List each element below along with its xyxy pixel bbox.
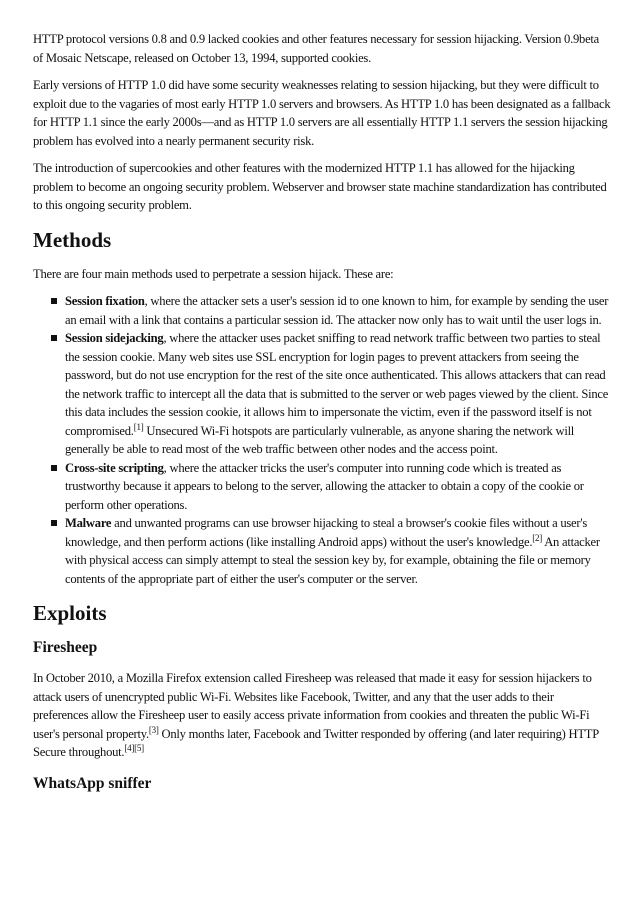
method-term[interactable]: Session fixation bbox=[65, 294, 145, 308]
intro-paragraph-3: The introduction of supercookies and other features with the modernized HTTP 1.1 has allowed for the hijacking problem to become an ongoing security problem. Webserver and browser state machine standardization has contributed to this ongoing security problem. bbox=[33, 161, 607, 212]
citation-ref[interactable]: [4] bbox=[124, 743, 135, 753]
method-description-tail: Unsecured Wi-Fi hotspots are particularly vulnerable, as anyone sharing the network will generally be able to read most of the web traffic between other nodes and the access point. bbox=[65, 423, 575, 456]
firesheep-text: In October 2010, a Mozilla Firefox extension called Firesheep was released that made it easy for session hijackers to attack users of unencrypted public Wi-Fi. Websites like Facebook, Twitter, and any that the user adds to their preferences allow the Firesheep user to easily access private information from cookies and threaten the public Wi-Fi user's personal property. bbox=[33, 671, 592, 741]
methods-intro: There are four main methods used to perpetrate a session hijack. These are: bbox=[33, 266, 394, 281]
method-term[interactable]: Cross-site scripting bbox=[65, 460, 164, 475]
method-term[interactable]: Malware bbox=[65, 516, 112, 530]
method-description-tail: An attacker with physical access can simply attempt to steal the session key by, for example, obtaining the file or memory contents of the appropriate part of either the user's computer or the server. bbox=[65, 534, 600, 586]
whatsapp-sniffer-heading: WhatsApp sniffer bbox=[33, 774, 152, 792]
method-description: and unwanted programs can use browser hijacking to steal a browser's cookie files without a user's knowledge, and then perform actions (like installing Android apps) without the user's knowledge. bbox=[65, 516, 587, 549]
list-item bbox=[65, 514, 611, 588]
list-item bbox=[65, 459, 611, 515]
firesheep-heading: Firesheep bbox=[33, 639, 98, 656]
list-item bbox=[65, 292, 611, 329]
citation-ref[interactable]: [3] bbox=[148, 724, 159, 735]
method-description: , where the attacker sets a user's session id to one known to him, for example by sending the user an email with a link that contains a particular session id. The attacker now only has to wait until the user logs in. bbox=[65, 294, 609, 327]
article-page bbox=[33, 30, 611, 805]
citation-ref[interactable]: [2] bbox=[532, 532, 542, 543]
citation-ref[interactable]: [1] bbox=[133, 421, 144, 432]
methods-heading: Methods bbox=[33, 227, 112, 252]
square-bullet-icon bbox=[51, 520, 57, 526]
firesheep-paragraph bbox=[33, 669, 611, 762]
square-bullet-icon bbox=[51, 465, 57, 471]
intro-paragraph-2: Early versions of HTTP 1.0 did have some security weaknesses relating to session hijacking, but they were difficult to exploit due to the vagaries of most early HTTP 1.0 servers and browsers. As HTTP 1.0 has been designated as a fallback for HTTP 1.1 since the early 2000s—and as HTTP 1.0 servers are all essentially HTTP 1.1 servers the session hijacking problem has evolved into a nearly permanent security risk. bbox=[33, 78, 611, 148]
list-item bbox=[65, 329, 611, 459]
firesheep-text-2: Only months later, Facebook and Twitter responded by offering (and later requiring) HTTP Secure throughout. bbox=[33, 726, 599, 759]
methods-list bbox=[33, 292, 611, 588]
square-bullet-icon bbox=[51, 335, 57, 341]
square-bullet-icon bbox=[51, 298, 57, 304]
method-description: , where the attacker uses packet sniffing to read network traffic between two parties to steal the session cookie. Many web sites use SSL encryption for login pages to prevent attackers from seeing the password, but do not use encryption for the rest of the site once authenticated. This allows attackers that can read the network traffic to intercept all the data that is submitted to the server or web pages viewed by the client. Since this data includes the session cookie, it allows him to impersonate the victim, even if the password itself is not compromised. bbox=[65, 331, 609, 438]
citation-ref[interactable]: [5] bbox=[134, 743, 144, 753]
intro-paragraph-1: HTTP protocol versions 0.8 and 0.9 lacked cookies and other features necessary for session hijacking. Version 0.9beta of Mosaic Netscape, released on October 13, 1994, supported cookies. bbox=[33, 32, 599, 65]
method-term[interactable]: Session sidejacking bbox=[65, 331, 164, 345]
method-description: , where the attacker tricks the user's computer into running code which is treated as trustworthy because it appears to belong to the server, allowing the attacker to obtain a copy of the cookie or perform other operations. bbox=[65, 460, 584, 512]
exploits-heading: Exploits bbox=[33, 601, 107, 625]
